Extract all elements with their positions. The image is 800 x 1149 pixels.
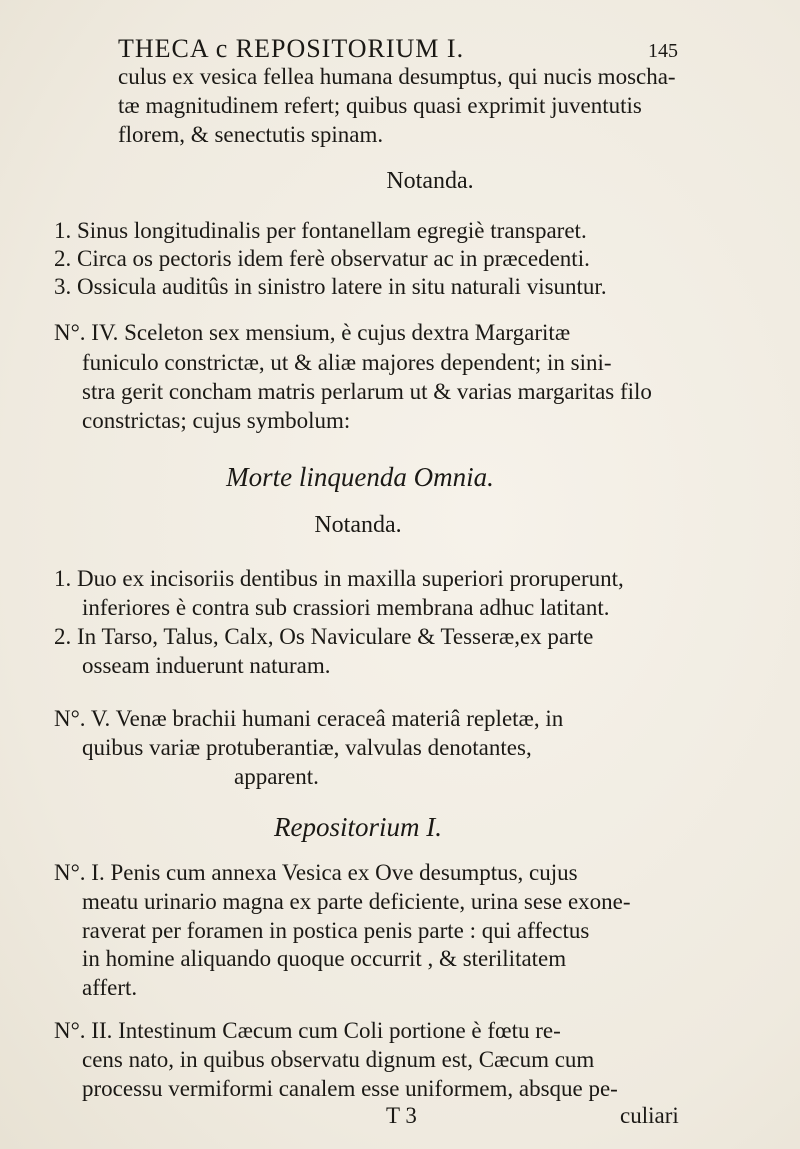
catchword: culiari <box>620 1103 679 1128</box>
motto: Morte linquenda Omnia. <box>226 462 494 492</box>
notanda-item: osseam induerunt naturam. <box>82 653 331 678</box>
entry-iv-line: N°. IV. Sceleton sex mensium, è cujus dextra Margaritæ <box>54 320 571 345</box>
notanda-item: 2. Circa os pectoris idem ferè observatur ac in præcedenti. <box>54 246 590 271</box>
entry-i-line: meatu urinario magna ex parte deficiente, urina sese exone- <box>82 889 631 914</box>
entry-iv-line: stra gerit concham matris perlarum ut & varias margaritas filo <box>82 379 652 404</box>
entry-i-line: in homine aliquando quoque occurrit , & sterilitatem <box>82 946 567 971</box>
entry-iv-line: constrictas; cujus symbolum: <box>82 408 351 433</box>
notanda-item: 1. Sinus longitudinalis per fontanellam egregiè transparet. <box>54 218 587 243</box>
entry-i-line: affert. <box>82 975 138 1000</box>
section-heading: Repositorium I. <box>274 812 442 842</box>
entry-i-line: raverat per foramen in postica penis parte : qui affectus <box>82 918 590 943</box>
entry-v-line: quibus variæ protuberantiæ, valvulas denotantes, <box>82 735 532 760</box>
entry-ii-line: N°. II. Intestinum Cæcum cum Coli portione è fœtu re- <box>54 1018 561 1043</box>
entry-iv-line: funiculo constrictæ, ut & aliæ majores dependent; in sini- <box>82 350 612 375</box>
entry-i-line: N°. I. Penis cum annexa Vesica ex Ove desumptus, cujus <box>54 860 578 885</box>
signature-mark: T 3 <box>386 1103 417 1128</box>
entry-v-line: N°. V. Venæ brachii humani ceraceâ materiâ repletæ, in <box>54 706 564 731</box>
intro-line: florem, & senectutis spinam. <box>118 122 384 147</box>
notanda-item: 3. Ossicula auditûs in sinistro latere in situ naturali visuntur. <box>54 274 607 299</box>
entry-ii-line: processu vermiformi canalem esse uniformem, absque pe- <box>82 1076 618 1101</box>
running-head: THECA c REPOSITORIUM I. <box>118 34 465 63</box>
page-header <box>118 34 678 64</box>
notanda-item: 1. Duo ex incisoriis dentibus in maxilla superiori proruperunt, <box>54 566 624 591</box>
page-number: 145 <box>648 40 678 62</box>
notanda-item: inferiores è contra sub crassiori membrana adhuc latitant. <box>82 595 610 620</box>
notanda-heading-1: Notanda. <box>386 168 474 194</box>
notanda-heading-2: Notanda. <box>314 512 402 538</box>
notanda-item: 2. In Tarso, Talus, Calx, Os Naviculare & Tesseræ,ex parte <box>54 624 594 649</box>
intro-line: tæ magnitudinem refert; quibus quasi exprimit juventutis <box>118 93 642 118</box>
entry-ii-line: cens nato, in quibus observatu dignum est, Cæcum cum <box>82 1047 595 1072</box>
entry-v-line: apparent. <box>234 764 319 789</box>
intro-line: culus ex vesica fellea humana desumptus, qui nucis moscha- <box>118 64 676 89</box>
